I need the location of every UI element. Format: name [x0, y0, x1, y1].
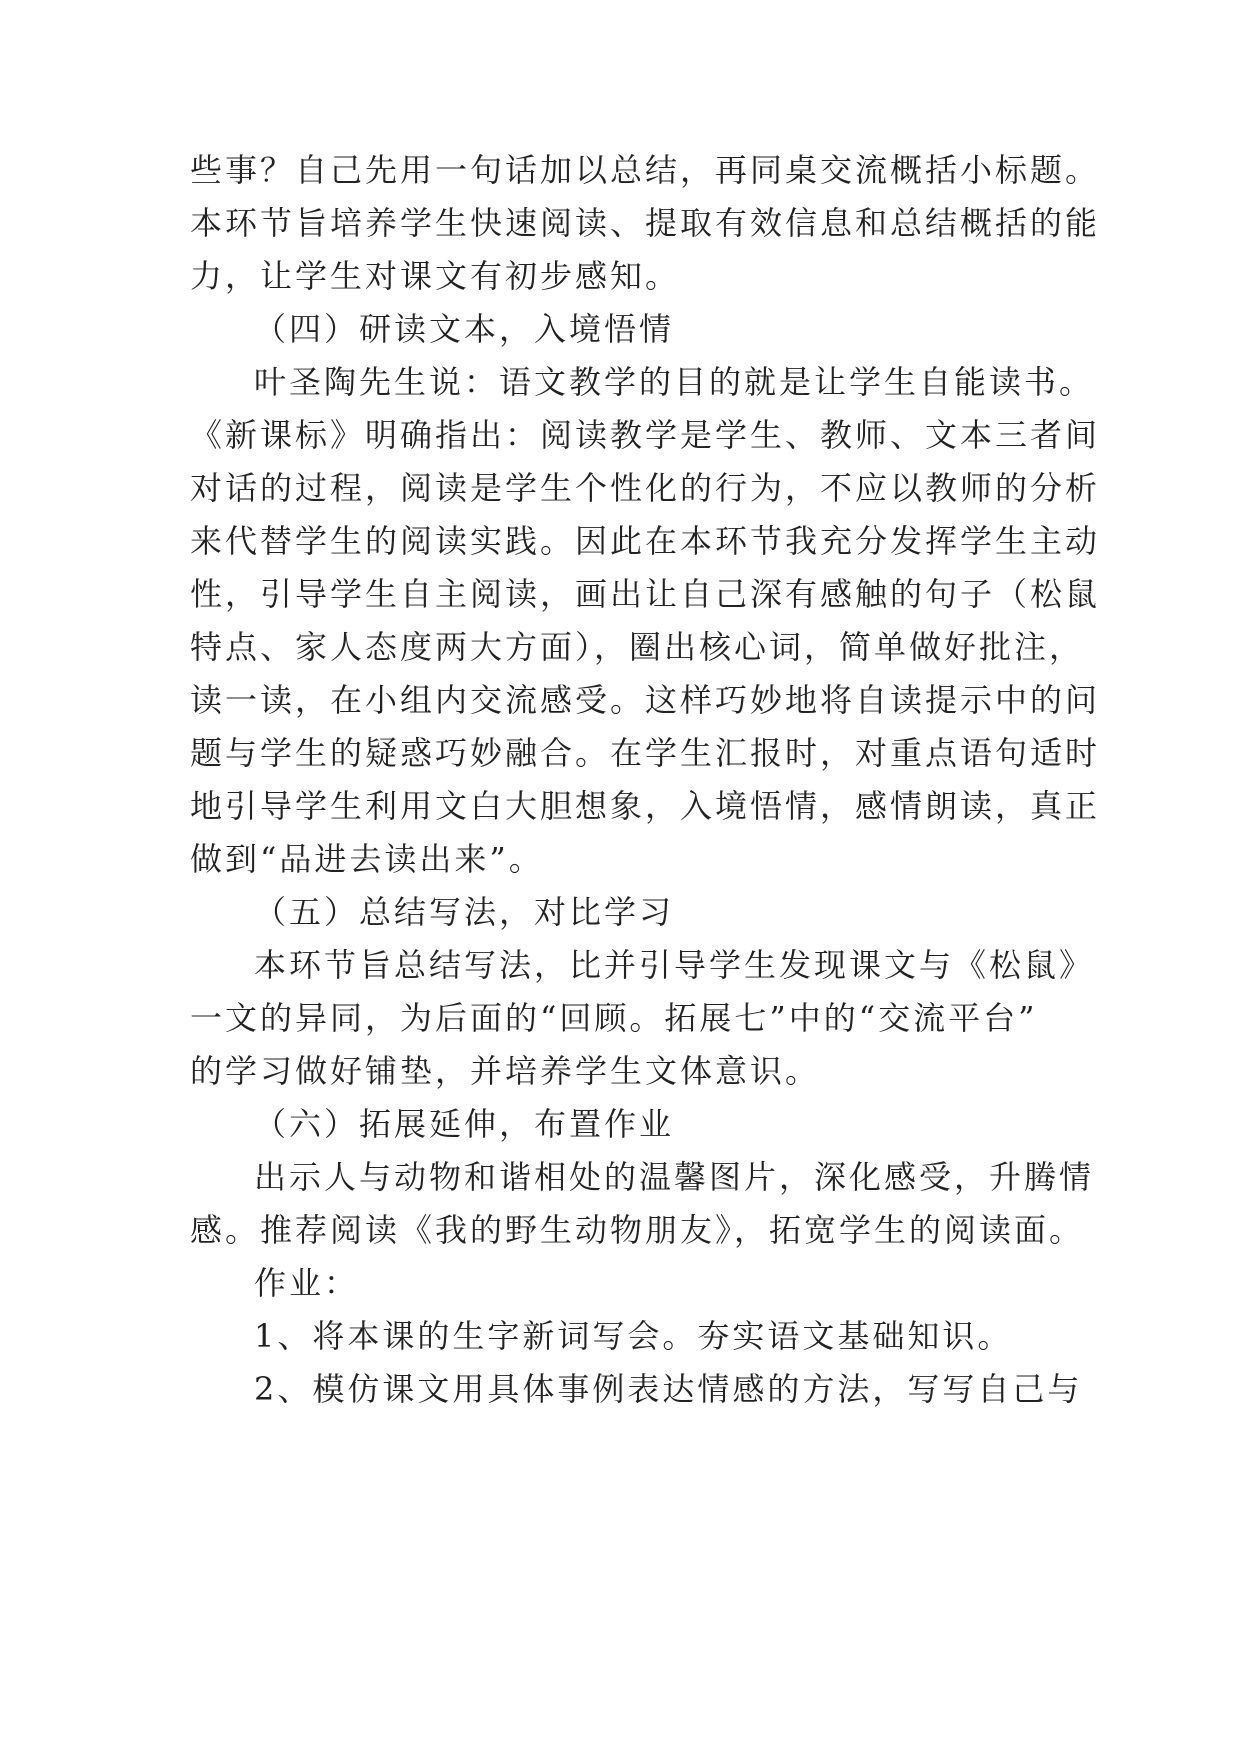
paragraph-line: 来代替学生的阅读实践。因此在本环节我充分发挥学生主动: [190, 522, 1101, 560]
list-item: 2、模仿课文用具体事例表达情感的方法，写写自己与: [254, 1370, 1083, 1408]
section-heading: （五）总结写法，对比学习: [254, 893, 675, 931]
paragraph-line: 特点、家人态度两大方面），圈出核心词，简单做好批注，: [190, 628, 1085, 666]
paragraph-line: 一文的异同，为后面的“回顾。拓展七”中的“交流平台”: [190, 999, 1038, 1037]
paragraph-line: 做到“品进去读出来”。: [190, 840, 544, 878]
list-item: 1、将本课的生字新词写会。夯实语文基础知识。: [254, 1317, 1013, 1355]
paragraph-line: 对话的过程，阅读是学生个性化的行为，不应以教师的分析: [190, 469, 1101, 507]
paragraph-line: 性，引导学生自主阅读，画出让自己深有感触的句子（松鼠: [190, 575, 1101, 613]
paragraph-line: 《新课标》明确指出：阅读教学是学生、教师、文本三者间: [190, 416, 1101, 454]
paragraph-line: 的学习做好铺垫，并培养学生文体意识。: [190, 1052, 821, 1090]
paragraph-line: 题与学生的疑惑巧妙融合。在学生汇报时，对重点语句适时: [190, 734, 1101, 772]
paragraph-line: 些事？自己先用一句话加以总结，再同桌交流概括小标题。: [190, 151, 1101, 189]
section-heading: （四）研读文本，入境悟情: [254, 310, 675, 348]
paragraph-line: 本环节旨总结写法，比并引导学生发现课文与《松鼠》: [254, 946, 1095, 984]
paragraph-line: 叶圣陶先生说：语文教学的目的就是让学生自能读书。: [254, 363, 1095, 401]
section-heading: （六）拓展延伸，布置作业: [254, 1105, 675, 1143]
paragraph-line: 作业：: [254, 1264, 360, 1302]
paragraph-line: 地引导学生利用文白大胆想象，入境悟情，感情朗读，真正: [190, 787, 1101, 825]
paragraph-line: 出示人与动物和谐相处的温馨图片，深化感受，升腾情: [254, 1158, 1095, 1196]
paragraph-line: 感。推荐阅读《我的野生动物朋友》，拓宽学生的阅读面。: [190, 1211, 1085, 1249]
paragraph-line: 力，让学生对课文有初步感知。: [190, 257, 681, 295]
paragraph-line: 本环节旨培养学生快速阅读、提取有效信息和总结概括的能: [190, 204, 1101, 242]
paragraph-line: 读一读，在小组内交流感受。这样巧妙地将自读提示中的问: [190, 681, 1101, 719]
